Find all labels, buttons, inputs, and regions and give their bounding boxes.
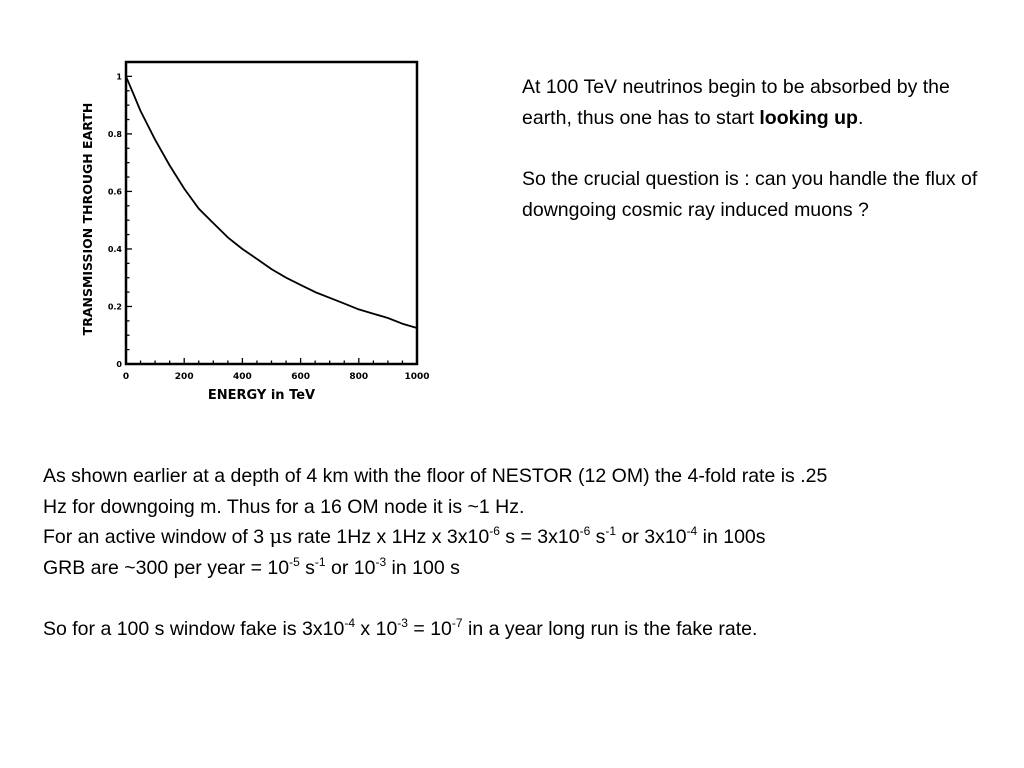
x-tick-label: 800 (349, 372, 369, 382)
bottom-text-block (43, 461, 1018, 645)
looking-up-emphasis: looking up (759, 106, 858, 129)
mu-symbol: μ (269, 525, 283, 548)
y-tick-label: 0.2 (107, 302, 122, 312)
plot-frame (126, 62, 417, 364)
x-tick-label: 0 (122, 372, 130, 382)
question-paragraph: So the crucial question is : can you handle the flux of downgoing cosmic ray induced muons ? (522, 168, 978, 221)
transmission-chart (70, 50, 450, 410)
y-tick-label: 0.8 (107, 129, 122, 139)
right-text-block (522, 72, 992, 225)
rate-line-1: As shown earlier at a depth of 4 km with the floor of NESTOR (12 OM) the 4-fold rate is .25 (43, 465, 828, 487)
x-tick-label: 400 (233, 372, 252, 382)
transmission-curve (126, 76, 417, 328)
x-tick-label: 200 (174, 372, 194, 382)
y-axis-label: TRANSMISSION THROUGH EARTH (80, 102, 95, 336)
x-axis-label: ENERGY in TeV (207, 388, 316, 403)
fake-rate-line: So for a 100 s window fake is $3x10^{-4}$ x $10^{-3} = 10^{-7}$ in a year long run is the fake rate. (43, 616, 758, 640)
y-tick-label: 0.4 (107, 244, 122, 254)
rate-line-2: Hz for downgoing m. Thus for a 16 OM node it is ~1 Hz. (43, 495, 525, 518)
y-tick-label: 1 (116, 72, 122, 82)
intro-text: At 100 TeV neutrinos begin to be absorbed by the earth, thus one has to start (522, 76, 950, 129)
window-rate-line: For an active window of 3 μs rate 1Hz x 1Hz x $3x10^{-6}$ $s = 3x10^{-6}$ $s^{-1}$ or $3x10^{-4}$ in 100s (43, 524, 766, 548)
intro-paragraph (522, 72, 992, 133)
x-tick-label: 600 (291, 372, 310, 382)
x-tick-label: 1000 (404, 372, 430, 382)
y-tick-label: 0 (116, 360, 122, 369)
y-tick-label: 0.6 (107, 187, 122, 197)
intro-period: . (857, 106, 864, 129)
grb-rate-line: GRB are ~300 per year = $10^{-5}$ $s^{-1}$ or $10^{-3}$ in 100 s (43, 554, 460, 579)
